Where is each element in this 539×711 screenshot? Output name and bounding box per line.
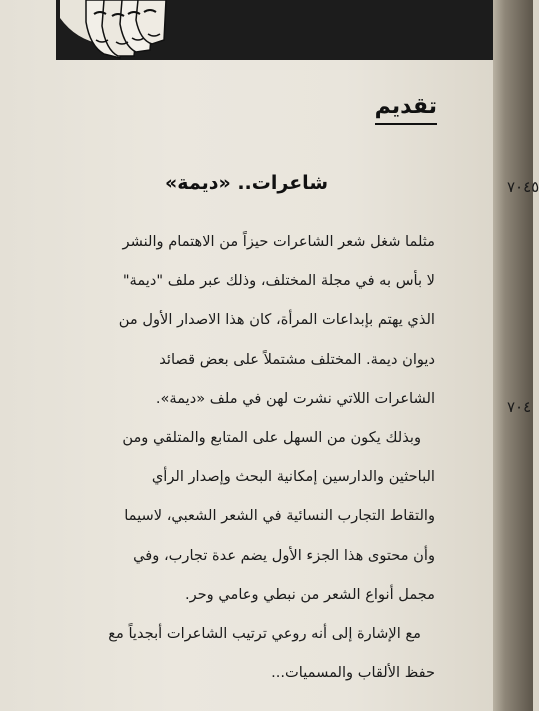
article-subheading: شاعرات.. «ديمة» [165, 172, 328, 194]
text-line: مجمل أنواع الشعر من نبطي وعامي وحر. [184, 585, 435, 603]
text-line: الباحثين والدارسين إمكانية البحث وإصدار الرأي [151, 468, 435, 486]
text-line: الشاعرات اللاتي نشرت لهن في ملف «ديمة». [155, 389, 435, 407]
text-line: وبذلك يكون من السهل على المتابع والمتلقي ومن [122, 428, 421, 446]
text-line: وأن محتوى هذا الجزء الأول يضم عدة تجارب، وفي [133, 546, 435, 564]
women-faces-illustration [56, 0, 176, 60]
adjacent-page-edge [493, 0, 539, 711]
text-line: لا بأس به في مجلة المختلف، وذلك عبر ملف "ديمة" [122, 272, 435, 290]
edge-number: ٧٠٤ [507, 398, 532, 416]
section-title: تقديم [375, 94, 437, 125]
text-line: ديوان ديمة. المختلف مشتملاً على بعض قصائد [159, 350, 435, 368]
body-text [43, 222, 435, 692]
text-line: الذي يهتم بإبداعات المرأة، كان هذا الاصدار الأول من [118, 311, 435, 329]
text-line: والتقاط التجارب النسائية في الشعر الشعبي، لاسيما [124, 507, 435, 525]
edge-number: ٧٠٤٥ [507, 178, 539, 196]
text-line: حفظ الألقاب والمسميات... [271, 664, 435, 682]
text-line: مثلما شغل شعر الشاعرات حيزاً من الاهتمام والنشر [122, 233, 435, 250]
text-line: مع الإشارة إلى أنه روعي ترتيب الشاعرات أبجدياً مع [108, 624, 421, 642]
